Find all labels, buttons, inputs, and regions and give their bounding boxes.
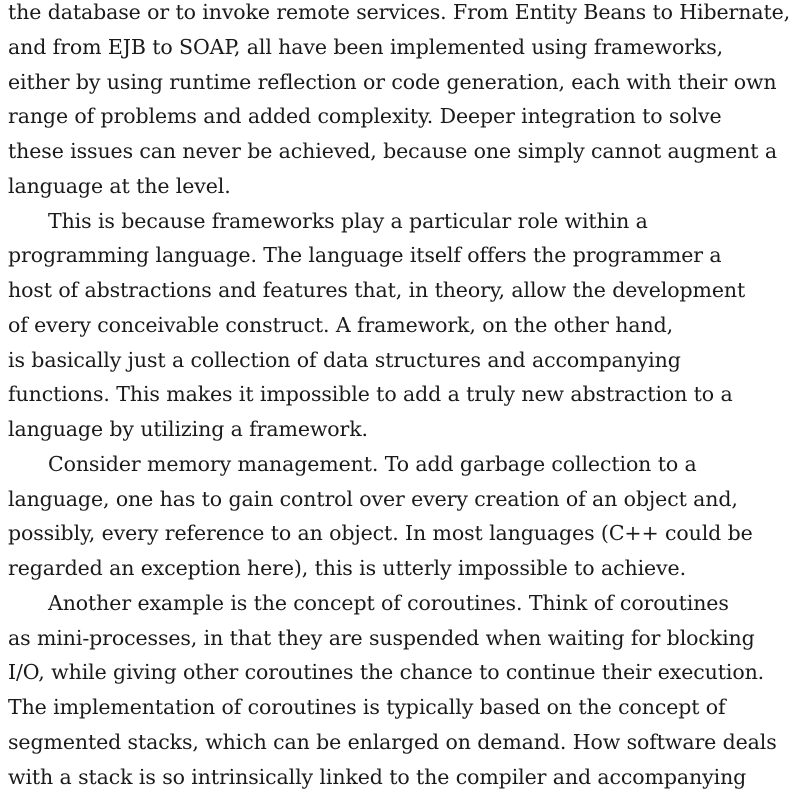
- text-line: regarded an exception here), this is utterly impossible to achieve.: [8, 556, 686, 580]
- text-line: possibly, every reference to an object. In most languages (C++ could be: [8, 521, 753, 546]
- text-line: and from EJB to SOAP, all have been implemented using frameworks,: [8, 34, 724, 59]
- text-line: with a stack is so intrinsically linked to the compiler and accompanying: [8, 764, 747, 789]
- text-line: I/O, while giving other coroutines the chance to continue their execution.: [8, 660, 765, 685]
- text-line: of every conceivable construct. A framework, on the other hand,: [8, 312, 674, 337]
- paragraph-first-line: This is because frameworks play a particular role within a: [48, 208, 648, 233]
- text-line: programming language. The language itself offers the programmer a: [8, 243, 722, 268]
- text-line: host of abstractions and features that, in theory, allow the development: [8, 278, 746, 302]
- text-line: range of problems and added complexity. Deeper integration to solve: [8, 104, 722, 129]
- text-line: these issues can never be achieved, because one simply cannot augment a: [8, 139, 777, 163]
- text-line: segmented stacks, which can be enlarged on demand. How software deals: [8, 729, 777, 754]
- paragraph-first-line: Another example is the concept of coroutines. Think of coroutines: [48, 590, 729, 615]
- text-line: the database or to invoke remote services. From Entity Beans to Hibernate,: [8, 0, 791, 24]
- text-line: language, one has to gain control over every creation of an object and,: [8, 486, 738, 511]
- text-line: is basically just a collection of data structures and accompanying: [8, 347, 681, 372]
- text-line: The implementation of coroutines is typically based on the concept of: [8, 695, 726, 719]
- text-line: as mini-processes, in that they are suspended when waiting for blocking: [8, 625, 755, 650]
- text-line: language at the level.: [8, 173, 231, 198]
- text-line: either by using runtime reflection or code generation, each with their own: [8, 69, 777, 94]
- text-line: functions. This makes it impossible to add a truly new abstraction to a: [8, 382, 733, 407]
- paragraph-first-line: Consider memory management. To add garbage collection to a: [48, 451, 697, 476]
- text-line: language by utilizing a framework.: [8, 417, 368, 441]
